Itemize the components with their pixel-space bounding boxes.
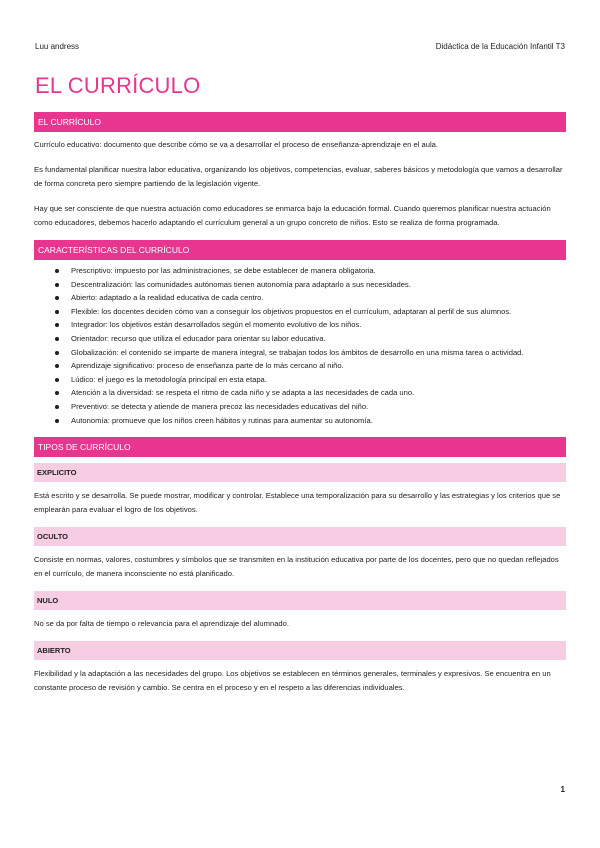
bullet-icon	[55, 323, 59, 327]
bullet-icon	[55, 296, 59, 300]
bullet-icon	[55, 391, 59, 395]
page-number: 1	[560, 785, 565, 794]
list-item	[34, 414, 566, 428]
paragraph: Consiste en normas, valores, costumbres y símbolos que se transmiten en la institución educativa por parte de los docentes, pero que no quedan reflejados en el currículo, de manera inconsciente no está planificado.	[34, 555, 559, 579]
subheading-oculto: OCULTO	[34, 527, 566, 546]
list-item-text: Integrador: los objetivos están desarrollados según el momento evolutivo de los niños.	[71, 320, 362, 330]
list-item-text: Flexible: los docentes deciden cómo van a conseguir los objetivos propuestos en el currículum, adaptaran al perfil de sus alumnos.	[71, 306, 512, 316]
section-heading-curriculo: EL CURRÍCULO	[34, 112, 566, 132]
paragraph: Es fundamental planificar nuestra labor educativa, organizando los objetivos, competencias, evaluar, saberes básicos y metodología que vamos a desarrollar de forma concreta pero siempre partiendo de la legislación vigente.	[34, 165, 563, 188]
characteristics-list	[34, 264, 566, 427]
list-item-text: Orientador: recurso que utiliza el educador para orientar su labor educativa.	[71, 333, 326, 343]
bullet-icon	[55, 364, 59, 368]
list-item-text: Preventivo: se detecta y atiende de manera precoz las necesidades educativas del niño.	[71, 401, 369, 411]
list-item-text: Lúdico: el juego es la metodología principal en esta etapa.	[71, 374, 267, 384]
bullet-icon	[55, 419, 59, 423]
list-item	[34, 332, 566, 346]
list-item-text: Prescriptivo: impuesto por las administraciones, se debe establecer de manera obligatoria.	[71, 266, 376, 275]
list-item-text: Abierto: adaptado a la realidad educativa de cada centro.	[71, 293, 264, 303]
list-item	[34, 373, 566, 387]
bullet-icon	[55, 283, 59, 287]
paragraph: Flexibilidad y la adaptación a las necesidades del grupo. Los objetivos se establecen en términos generales, terminales y expresivos. Se encuentra en un constante proceso de revisión y cambio. Se centra en el proceso y en el respeto a las diferencias individuales.	[34, 669, 551, 693]
list-item	[34, 264, 566, 278]
list-item	[34, 346, 566, 360]
bullet-icon	[55, 351, 59, 355]
paragraph: Está escrito y se desarrolla. Se puede mostrar, modificar y controlar. Establece una temporalización para su desarrollo y las estrategias y los criterios que se emplearán para evaluar el logro de los objetivos.	[34, 491, 561, 515]
subheading-explicito: EXPLICITO	[34, 463, 566, 482]
paragraph: No se da por falta de tiempo o relevancia para el aprendizaje del alumnado.	[34, 619, 289, 629]
list-item	[34, 278, 566, 292]
list-item	[34, 291, 566, 305]
paragraph: Hay que ser consciente de que nuestra actuación como educadores se enmarca bajo la educación formal. Cuando queremos planificar nuestra actuación como educadores, debemos hacerlo adaptando el currículum general a un grupo concreto de niños. Esto se realiza de forma programada.	[34, 204, 551, 227]
bullet-icon	[55, 310, 59, 314]
section-heading-caracteristicas: CARACTERÍSTICAS DEL CURRÍCULO	[34, 240, 566, 260]
document-body	[34, 112, 566, 695]
paragraph: Currículo educativo: documento que describe cómo se va a desarrollar el proceso de enseñanza-aprendizaje en el aula.	[34, 140, 438, 149]
bullet-icon	[55, 405, 59, 409]
list-item-text: Atención a la diversidad: se respeta el ritmo de cada niño y se adapta a las necesidades de cada uno.	[71, 388, 415, 398]
bullet-icon	[55, 378, 59, 382]
list-item	[34, 318, 566, 332]
bullet-icon	[55, 269, 59, 273]
header-author: Luu andress	[35, 42, 80, 51]
subheading-abierto: ABIERTO	[34, 641, 566, 660]
bullet-icon	[55, 337, 59, 341]
list-item	[34, 305, 566, 319]
list-item-text: Aprendizaje significativo: proceso de enseñanza parte de lo más cercano al niño.	[71, 361, 344, 371]
page-title: EL CURRÍCULO	[35, 73, 201, 98]
list-item-text: Descentralización: las comunidades autónomas tienen autonomía para adaptarlo a sus necesidades.	[71, 279, 411, 289]
header-subject: Didáctica de la Educación Infantil T3	[435, 42, 565, 51]
list-item-text: Autonomía: promueve que los niños creen hábitos y rutinas para aumentar su autonomía.	[71, 415, 373, 425]
subheading-nulo: NULO	[34, 591, 566, 610]
section-heading-tipos: TIPOS DE CURRÍCULO	[34, 437, 566, 457]
list-item	[34, 400, 566, 414]
list-item	[34, 386, 566, 400]
running-header	[35, 42, 565, 51]
list-item-text: Globalización: el contenido se imparte de manera integral, se trabajan todos los ámbitos de desarrollo en una misma tarea o actividad.	[71, 347, 524, 357]
list-item	[34, 359, 566, 373]
